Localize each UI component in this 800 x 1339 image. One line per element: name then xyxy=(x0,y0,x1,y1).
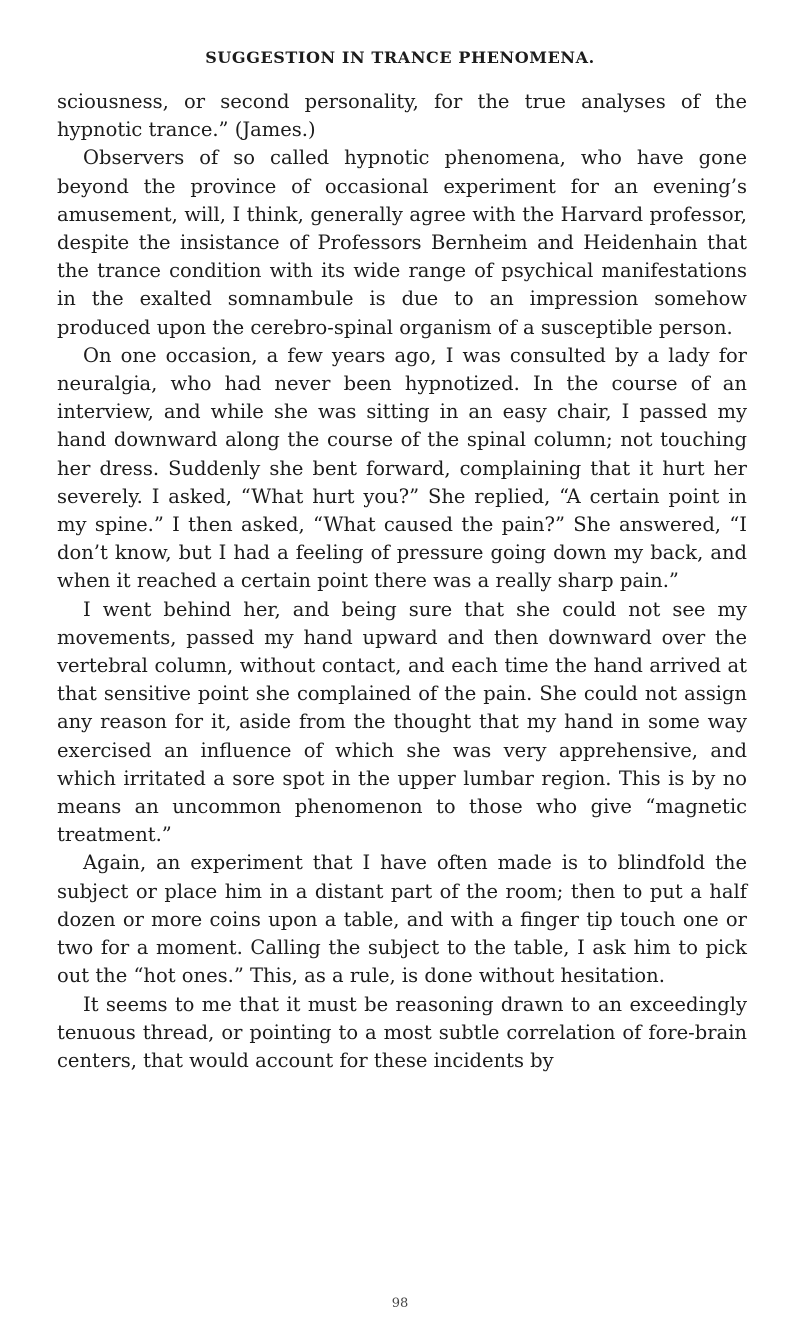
running-head: SUGGESTION IN TRANCE PHENOMENA. xyxy=(205,48,595,67)
page-number: 98 xyxy=(391,1296,409,1311)
paragraph: It seems to me that it must be reasoning drawn to an exceedingly tenuous thread, or pointing to a most subtle correlation of fore-brain centers, that would account for these incidents by xyxy=(57,992,747,1072)
paragraph: sciousness, or second personality, for the true analyses of the hypnotic trance.” (James.) xyxy=(57,90,747,142)
body-text xyxy=(57,88,747,1075)
paragraph: Again, an experiment that I have often made is to blindfold the subject or place him in a distant part of the room; then to put a half dozen or more coins upon a table, and with a finger tip touch one or two for a moment. Calling the subject to the table, I ask him to pick out the “hot ones.” This, as a rule, is done without hesitation. xyxy=(57,851,747,988)
paragraph: On one occasion, a few years ago, I was consulted by a lady for neuralgia, who had never been hypnotized. In the course of an interview, and while she was sitting in an easy chair, I passed my hand downward along the course of the spinal column; not touching her dress. Suddenly she bent forward, complaining that it hurt her severely. I asked, “What hurt you?” She replied, “A certain point in my spine.” I then asked, “What caused the pain?” She answered, “I don’t know, but I had a feeling of pressure going down my back, and when it reached a certain point there was a really sharp pain.” xyxy=(57,343,747,593)
paragraph: I went behind her, and being sure that she could not see my movements, passed my hand upward and then downward over the vertebral column, without contact, and each time the hand arrived at that sensitive point she complained of the pain. She could not assign any reason for it, aside from the thought that my hand in some way exercised an influence of which she was very apprehensive, and which irritated a sore spot in the upper lumbar region. This is by no means an uncommon phenomenon to those who give “magnetic treatment.” xyxy=(57,597,747,847)
paragraph: Observers of so called hypnotic phenomena, who have gone beyond the province of occasional experiment for an evening’s amusement, will, I think, generally agree with the Harvard professor, despite the insistance of Professors Bernheim and Heidenhain that the trance condition with its wide range of psychical manifestations in the exalted somnambule is due to an impression somehow produced upon the cerebro-spinal organism of a susceptible person. xyxy=(57,146,747,339)
